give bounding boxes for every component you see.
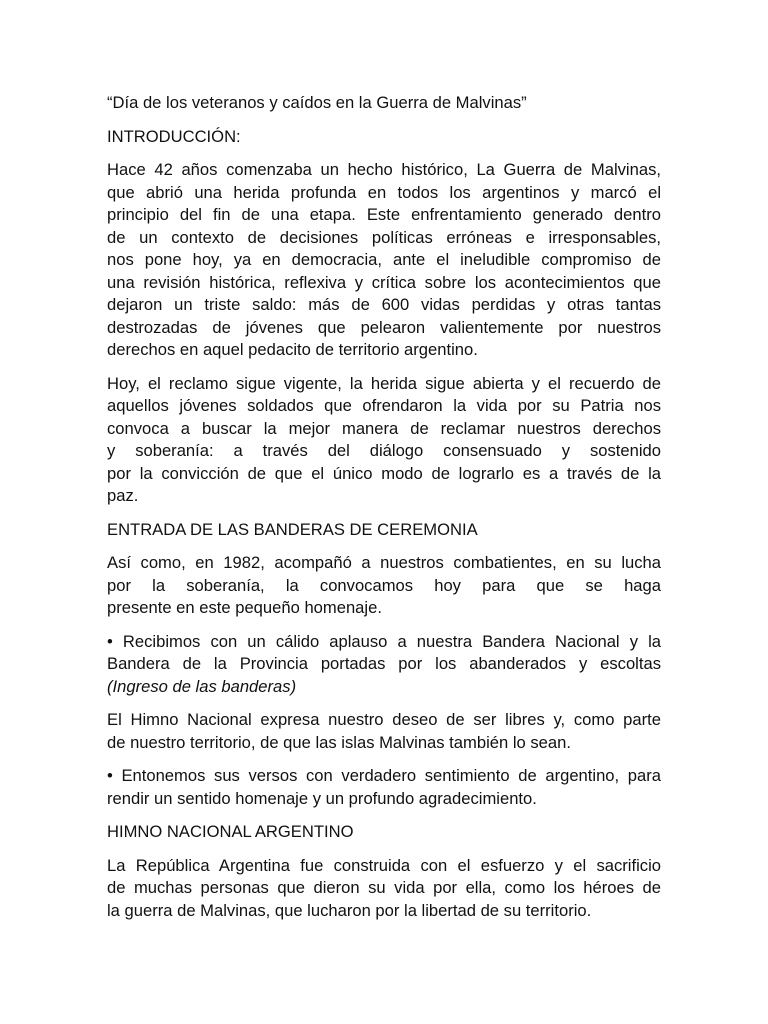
sing-paragraph <box>107 765 661 810</box>
flags-paragraph <box>107 552 661 620</box>
text-line: rendir un sentido homenaje y un profundo agradecimiento. <box>107 788 537 808</box>
text-line: dejaron un triste saldo: más de 600 vidas perdidas y otras tantas <box>107 295 661 314</box>
intro-heading: INTRODUCCIÓN: <box>107 126 241 146</box>
text-line: de un contexto de decisiones políticas erróneas e irresponsables, <box>107 227 661 247</box>
anthem-heading: HIMNO NACIONAL ARGENTINO <box>107 822 354 841</box>
text-line: convoca a buscar la mejor manera de reclamar nuestros derechos <box>107 418 661 438</box>
text-line: de nuestro territorio, de que las islas Malvinas también lo sean. <box>107 732 571 752</box>
text-line: derechos en aquel pedacito de territorio argentino. <box>107 340 478 359</box>
flags-heading: ENTRADA DE LAS BANDERAS DE CEREMONIA <box>107 519 478 539</box>
text-line: una revisión histórica, reflexiva y crítica sobre los acontecimientos que <box>107 272 661 292</box>
text-line: principio del fin de una etapa. Este enfrentamiento generado dentro <box>107 205 661 224</box>
claim-paragraph <box>107 373 661 508</box>
text-line: y soberanía: a través del diálogo consensuado y sostenido <box>107 441 661 460</box>
document-title: “Día de los veteranos y caídos en la Guerra de Malvinas” <box>107 93 527 112</box>
anthem-intro-paragraph <box>107 709 661 754</box>
text-line: • Entonemos sus versos con verdadero sentimiento de argentino, para <box>107 766 661 785</box>
text-line: Hace 42 años comenzaba un hecho histórico, La Guerra de Malvinas, <box>107 160 661 179</box>
text-line: aquellos jóvenes soldados que ofrendaron la vida por su Patria nos <box>107 396 661 415</box>
text-line: presente en este pequeño homenaje. <box>107 598 382 617</box>
text-line: Hoy, el reclamo sigue vigente, la herida sigue abierta y el recuerdo de <box>107 373 661 393</box>
text-line: destrozadas de jóvenes que pelearon valientemente por nuestros <box>107 317 661 337</box>
document-page <box>107 92 661 933</box>
text-line: Así como, en 1982, acompañó a nuestros combatientes, en su lucha <box>107 553 661 572</box>
text-line: por la soberanía, la convocamos hoy para que se haga <box>107 575 661 595</box>
text-line: Bandera de la Provincia portadas por los abanderados y escoltas <box>107 654 661 673</box>
text-line: que abrió una herida profunda en todos los argentinos y marcó el <box>107 182 661 202</box>
text-line: nos pone hoy, ya en democracia, ante el ineludible compromiso de <box>107 250 661 269</box>
intro-paragraph <box>107 159 661 362</box>
text-line: La República Argentina fue construida con el esfuerzo y el sacrificio <box>107 855 661 875</box>
text-line: • Recibimos con un cálido aplauso a nuestra Bandera Nacional y la <box>107 631 661 651</box>
text-line: por la convicción de que el único modo de lograrlo es a través de la <box>107 463 661 483</box>
text-line: de muchas personas que dieron su vida por ella, como los héroes de <box>107 878 661 897</box>
text-line: la guerra de Malvinas, que lucharon por la libertad de su territorio. <box>107 900 592 920</box>
text-line: paz. <box>107 486 139 505</box>
stage-direction: (Ingreso de las banderas) <box>107 676 297 696</box>
republic-paragraph <box>107 855 661 923</box>
text-line: El Himno Nacional expresa nuestro deseo de ser libres y, como parte <box>107 710 661 729</box>
applause-paragraph <box>107 631 661 699</box>
